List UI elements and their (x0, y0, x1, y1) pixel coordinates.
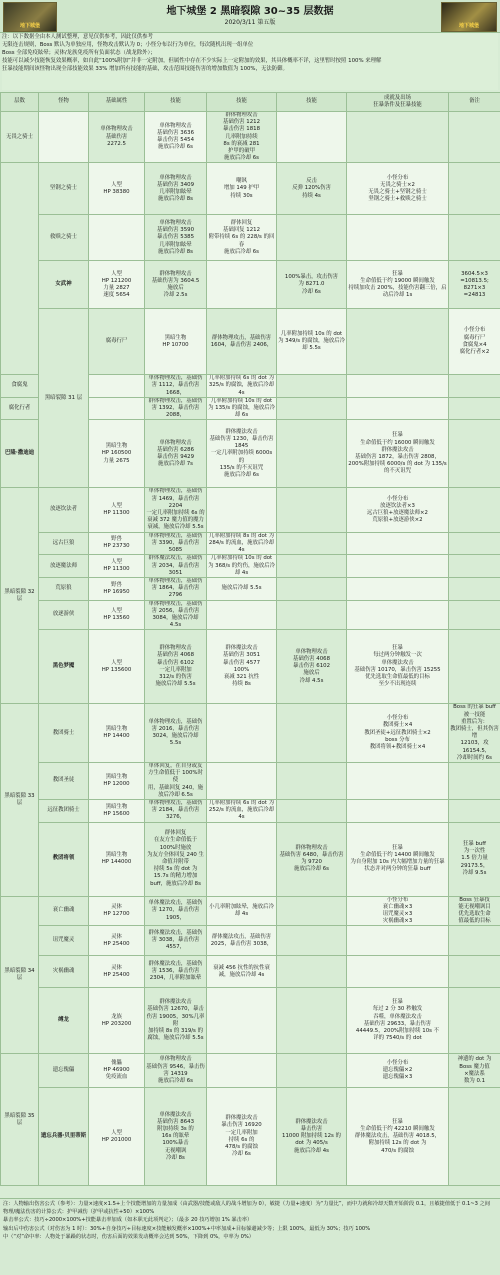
note-cell (449, 988, 500, 1054)
footer-line: 物理/魔法伤害的计算公式：护甲减伤（护甲或抗性+50）×100% (3, 1209, 155, 1216)
note-line: Boss 全部免疫眩晕；灵体/龙族免疫所有负面状态（战龙除外）； (2, 50, 156, 56)
table-row (1, 163, 500, 215)
footer-line: 输出后中伤害公式（对伤害为 1 时）：30%+自身技巧÷目标速度×技能触发概率×100%+中率加成+目标躲避减少等；上限 100%，最低为 30%；技巧 100% (3, 1225, 371, 1232)
note-cell (449, 762, 500, 799)
note-cell (449, 532, 500, 555)
col-berserk-subtitle: 狂暴条件及狂暴技能 (373, 102, 422, 108)
note-cell (449, 420, 500, 488)
logo-right-text: 地下城堡 (458, 23, 479, 29)
berserk-cell: 小怪分布 腐毒行尸 食腐鬼×4 腐化行者×2 (449, 309, 500, 375)
berserk-cell (347, 577, 449, 600)
skill3-cell: 100%暴击，攻击伤害 为 8271.0 冷却 6s (277, 261, 347, 309)
skill1-cell: 单体物理攻击，基础伤害 1469，暴击伤害 2204 一定几率附加持续 6s 的 衰减 372 魔力值的魔力衰减，施放后冷却 5.5s (146, 488, 205, 531)
monster-name-cell: 远征教团骑士 (39, 799, 89, 822)
monster-name-cell: 腐毒行尸 (89, 309, 145, 375)
skill3-cell (277, 956, 347, 988)
skill1-cell: 群体回复 在友方生命值低于 100%时施放 为友方全体回复 240 生命值并附带 持续 5s 的 dot 为 15.7s 的精力增加 buff，施放后冷却 8s (145, 822, 207, 896)
attributes-cell: 野兽 HP 16950 (89, 577, 145, 600)
monster-name-cell: 诅咒魔灵 (39, 926, 89, 956)
col-berserk-header (347, 93, 449, 112)
table-row (1, 1054, 500, 1088)
skill2-cell: 几率附加持续 10s 的 dot 为 135/s 的腐蚀，施放后冷却 6s (208, 397, 275, 419)
skill3-cell (277, 1054, 347, 1088)
skill1-cell: 单体物理攻击 基础伤害 3590 暴击伤害 5385 几率附加眩晕 施放后冷却 8s (145, 215, 207, 261)
table-row (1, 988, 500, 1054)
attributes-cell: 人型 HP 135600 (89, 630, 145, 704)
skill2-cell: 单体物理攻击 基础伤害 3636 暴击伤害 5454 施放后冷却 6s (145, 112, 207, 163)
skill1-cell: 群体物理攻击，基础伤害 1604，暴击伤害 2406， (207, 309, 277, 375)
skill3-cell (277, 375, 347, 398)
table-row (1, 555, 500, 578)
monster-name-cell: 女武神 (39, 261, 89, 309)
note-cell (449, 799, 500, 822)
monster-name-cell: 教团圣徒 (39, 762, 89, 799)
monster-name-cell: 遗忘傀儡 (39, 1054, 89, 1088)
monster-name-cell: 坚钢之骑士 (39, 163, 89, 215)
table-row (1, 799, 500, 822)
skill1-cell: 群体物理攻击 基础伤害为 3604.5 施放后 冷却 2.5s (145, 261, 207, 309)
skill3-cell: 群体物理攻击 基础伤害 6480，暴击伤害 为 9720 施放后冷却 6s (277, 822, 347, 896)
note-line: 狂暴技能期间该怪物出现全部技能效果 33% 增加所有技能的基础，攻击范围技能伤害的增加数值为 100%，无法防御。 (2, 66, 288, 72)
skill3-cell (277, 600, 347, 630)
floor-cell (1, 163, 39, 375)
skill2-cell: 几率附加持续 10s 的 dot 为 349/s 的腐蚀，施放后冷却 5.5s (277, 309, 347, 375)
skill2-cell: 群体回复 基础回复 1212 附带持续 6s 的 228/s 的回春 施放后冷却 6s (207, 215, 277, 261)
monster-name-cell: 腐化行者 (1, 397, 39, 420)
skill1-cell: 群体魔法攻击，基础伤害 3038，暴击伤害 4557， (145, 926, 207, 956)
skill1-cell: 单体物理攻击，基础伤害 3390，暴击伤害 5085 (145, 532, 207, 555)
skill1-cell: 群体魔法攻击，基础伤害 1536，暴击伤害 2304，几率附加眩晕 (145, 956, 207, 988)
berserk-cell: 狂暴 每过 2 分 30 秒触发 吞噬，单体魔法攻击 基础伤害 29633，暴击伤害 44449.5，200%附加持续 10s 不 详的 7540/s 的 dot (347, 988, 449, 1054)
skill3-cell (277, 896, 347, 926)
game-logo-right (441, 2, 497, 32)
logo-left-text: 地下城堡 (19, 23, 40, 29)
version-label: 2020/3/11 第五版 (224, 19, 276, 26)
note-line: 注：以下数据全由本人测试整理，意见仅供参考，因此仅供参考 (2, 34, 153, 40)
col-note-header: 备注 (449, 93, 500, 112)
skill3-cell (347, 309, 449, 375)
skill1-cell: 单体物理攻击，基础伤害 2184，暴击伤害 3276， (145, 799, 207, 822)
table-row (1, 215, 500, 261)
attributes-cell: 龙族 HP 203200 (89, 988, 145, 1054)
monster-name-cell: 远古巨狼 (39, 532, 89, 555)
table-row (1, 896, 500, 926)
attributes-cell: 黑暗生物 HP 14400 (89, 704, 145, 763)
monster-name-cell: 放逐游侠 (39, 600, 89, 630)
monster-name-cell: 灾祸幽魂 (39, 956, 89, 988)
col-skill2-header: 技能 (207, 93, 277, 112)
berserk-cell: 小怪分布 遗忘傀儡×2 遗忘傀儡×3 (347, 1054, 449, 1088)
berserk-cell (347, 600, 449, 630)
table-row (1, 630, 500, 704)
skill1-cell: 群体魔法攻击，基础伤害 2034，暴击伤害 3051 (145, 555, 207, 578)
attributes-cell: 人型 HP 38380 (89, 163, 145, 215)
skill1-cell: 单体魔法攻击，基础伤害 1270，暴击伤害 1905， (145, 896, 207, 926)
attributes-cell: 人型 HP 11300 (89, 488, 145, 532)
table-row (1, 822, 500, 896)
berserk-cell (347, 532, 449, 555)
berserk-cell (277, 112, 347, 163)
skill3-cell (277, 926, 347, 956)
skill2-cell: 群体魔法攻击 暴击伤害 16920 一定几率附加 持续 6s 的 478/s 的腐蚀 冷却 6s (207, 1088, 277, 1186)
skill3-cell (277, 555, 347, 578)
skill3-cell: 群体物理攻击 基础伤害 1212 暴击伤害 1818 几率附加持续 8s 的衰减 281 护甲的破甲 施放后冷却 6s (207, 112, 277, 163)
berserk-cell (347, 926, 449, 956)
attributes-cell: 灵体 HP 25400 (89, 926, 145, 956)
skill1-cell: 单体物理攻击 基础伤害 2272.5 (89, 112, 145, 163)
note-cell: Boss 的狂暴 buff 被一技能 重置后为： 教团骑士，但其伤害增 12103，攻 16154.5, 冷却时间约 6s (450, 704, 499, 761)
note-line: 无限连击规则，Boss 默认为单独应用，怪物攻击默认为 0；小怪分布以行为单位，每次随机出现一组单位 (2, 42, 254, 48)
note-cell (449, 488, 500, 532)
note-cell: 3604.5×3 =10813.5; 8271×3 =24813 (449, 261, 500, 309)
monster-name-cell: 无畏之骑士 (1, 112, 39, 163)
berserk-cell (347, 956, 449, 988)
skill2-cell: 群体魔法攻击，基础伤害 2025，暴击伤害 3038， (207, 926, 277, 956)
note-cell (449, 163, 500, 215)
skill1-cell: 群体物理攻击 基础伤害 4068 暴击伤害 6102 一定几率附加 312/s 的伤害 施放后冷却 5.5s (145, 630, 207, 704)
monster-name-cell: 救赎之骑士 (39, 215, 89, 261)
table-row (1, 926, 500, 956)
attributes-cell: 黑暗生物 HP 144000 (89, 822, 145, 896)
floor-cell: 黑暗裂隙 31 层 (39, 309, 89, 488)
skill1-cell: 单体物理攻击 基础伤害 6286 暴击伤害 9429 施放后冷却 7s (145, 420, 207, 488)
footer-line: 暴击率公式：技巧÷2000×100%+技能暴击率加成（如本职无此项判定）；（最多 20 技巧增加 1% 暴击率） (3, 1217, 253, 1224)
berserk-cell (347, 215, 449, 261)
skill1-cell: 单体物理攻击，基础伤害 2016，暴击伤害 3024，施放后冷却 5.5s (145, 704, 207, 763)
skill1-cell: 单体回复，在自身或友方生命值低于 100%时使 用，基础回复 240，施放后冷却 6.5s (145, 762, 207, 799)
attributes-cell (89, 375, 145, 398)
col-berserk-title: 成就及出场 (384, 94, 411, 101)
floor-cell: 黑暗裂隙 33 层 (1, 704, 39, 896)
note-cell (449, 956, 500, 988)
berserk-cell: 狂暴 生命值低于约 16000 瞬间触发 群体魔法攻击 基础伤害 1872，暴击伤害 2808，200%附加持续 6000/s 的 dot 为 135/s 的不灭诅咒 (347, 420, 449, 488)
footer-line: 中（“对”命中率：人物处于暴躁的状态时，伤害后面的效果发动概率会达到 50%，下降到 0%，中率为 0%） (3, 1233, 254, 1240)
monster-name-cell: 教团将领 (39, 822, 89, 896)
skill3-cell: 反击 反弹 120%伤害 持续 4s (277, 163, 347, 215)
page-title: 地下城堡 2 黑暗裂隙 30~35 层数据 (166, 6, 334, 17)
skill2-cell (207, 488, 277, 532)
berserk-cell (347, 375, 449, 398)
note-cell: 神遗的 dot 为 Boss 魔力值 ×魔法系 数为 0.1 (449, 1054, 500, 1088)
monster-name-cell: 荒原狼 (39, 577, 89, 600)
skill2-cell: 几率附加持续 8s 的 dot 为 284/s 的流血，施放后冷却 4s (207, 532, 277, 555)
col-attr-header: 基础属性 (89, 93, 145, 112)
table-row (1, 261, 500, 309)
skill3-cell (277, 704, 347, 763)
note-cell: Boss 狂暴技 能无视嘲讽目 优先选取生命 值最低的目标 (449, 896, 500, 926)
skill1-cell: 单体魔法攻击 基础伤害 8643 附加持续 3s 的 16s 的眩晕 100%暴击 无视嘲讽 冷却 8s (145, 1088, 207, 1186)
skill1-cell: 单体物理攻击，基础伤害 2056，暴击伤害 3084，施放后冷却 4.5s (145, 600, 207, 630)
monster-name-cell: 黑色梦魇 (39, 630, 89, 704)
attributes-cell: 黑暗生物 HP 160500 力量 2675 (89, 420, 145, 488)
monster-name-cell: 食腐鬼 (1, 375, 39, 398)
attributes-cell: 野兽 HP 23730 (89, 532, 145, 555)
skill2-cell: 几率附加持续 6s 的 dot 为 252/s 的流血，施放后冷却 4s (207, 799, 277, 822)
col-floor-header: 层数 (1, 93, 39, 112)
skill2-cell (207, 1054, 277, 1088)
attributes-cell: 黑暗生物 HP 12000 (89, 762, 145, 799)
col-skill1-header: 技能 (145, 93, 207, 112)
attributes-cell (89, 215, 145, 261)
skill1-cell: 单体物理攻击 基础伤害 3409 几率附加眩晕 施放后冷却 8s (145, 163, 207, 215)
berserk-cell (347, 762, 449, 799)
berserk-cell: 小怪分布 无畏之骑士×2 无畏之骑士+坚钢之骑士 坚钢之骑士+救赎之骑士 (347, 163, 449, 215)
formula-footer (0, 1198, 500, 1275)
attributes-cell (39, 112, 89, 163)
skill2-cell (207, 822, 277, 896)
skill1-cell: 群体物理攻击，基础伤害 1392，暴击伤害 2088， (145, 397, 207, 420)
skill3-cell (277, 420, 347, 488)
note-cell: 狂暴 buff 为一次性 1.5 倍力量 29173.5， 冷却 9.5s (449, 822, 500, 896)
table-row (1, 112, 500, 163)
attributes-cell: 人型 HP 13560 (89, 600, 145, 630)
skill1-cell: 群体魔法攻击 基础伤害 12670，暴击伤害 19005，30%几率附 加持续 8s 的 319/s 的腐蚀，施放后冷却 5.5s (145, 988, 207, 1054)
skill3-cell (277, 215, 347, 261)
skill2-cell: 嘲讽 增加 149 护甲 持续 30s (207, 163, 277, 215)
skill3-cell (277, 488, 347, 532)
note-cell (449, 600, 500, 630)
skill3-cell (277, 762, 347, 799)
monster-data-table (0, 92, 500, 1186)
table-row (1, 956, 500, 988)
berserk-cell (347, 397, 449, 420)
skill3-cell (277, 799, 347, 822)
skill2-cell: 群体魔法攻击 基础伤害 1230，暴击伤害 1845 一定几率附加持续 6000s 的 135/s 的不灭诅咒 施放后冷却 6s (207, 420, 277, 488)
attributes-cell (89, 397, 145, 420)
skill3-cell (277, 532, 347, 555)
skill1-cell: 单体物理攻击，基础伤害 1112，暴击伤害 1668， (145, 375, 207, 398)
skill2-cell (207, 762, 277, 799)
monster-name-cell: 衰亡幽魂 (39, 896, 89, 926)
berserk-cell: 狂暴 每过两分钟触发一次 单体魔法攻击 基础伤害 10170，暴击伤害 15255 优先选取生命值最低的目标 至少不出现连续 (347, 630, 449, 704)
attributes-cell: 黑暗生物 HP 15600 (89, 799, 145, 822)
monster-name-cell: 放逐魔法师 (39, 555, 89, 578)
skill2-cell: 施放后冷却 5.5s (207, 577, 277, 600)
note-cell (449, 555, 500, 578)
floor-cell: 黑暗裂隙 32 层 (1, 488, 39, 704)
berserk-cell: 小怪分布 衰亡幽魂×3 诅咒魔灵×3 灾祸幽魂×3 (347, 896, 449, 926)
table-row (1, 488, 500, 532)
monster-name-cell: 放逐饮法者 (39, 488, 89, 532)
attributes-cell: 人型 HP 201000 (89, 1088, 145, 1186)
monster-name-cell: 巴隆·撒迪迪 (1, 420, 39, 488)
skill3-cell (277, 577, 347, 600)
attributes-cell: 人型 HP 121200 力量 2827 速度 5654 (89, 261, 145, 309)
skill3-cell: 单体物理攻击 基础伤害 4068 暴击伤害 6102 施放后 冷却 4.5s (277, 630, 347, 704)
skill2-cell: 群体魔法攻击 基础伤害 3051 暴击伤害 4577 100% 衰减 321 抗性 持续 8s (207, 630, 277, 704)
berserk-cell: 狂暴 生命值低于约 19000 瞬间触发 持续加攻击 200%，技能伤害翻三倍，启动后冷却 1s (347, 261, 449, 309)
monster-name-cell: 缚龙 (39, 988, 89, 1054)
berserk-cell: 狂暴 生命值低于约 42210 瞬间触发 群体魔法攻击，基础伤害 4018.5， 附加持续 12s 的 dot 为 470/s 的腐蚀 (347, 1088, 449, 1186)
table-row (1, 762, 500, 799)
notes-block (2, 33, 498, 90)
skill2-cell (207, 600, 277, 630)
skill2-cell: 衰减 456 抗性的抗性衰减，施放后冷却 4s (207, 956, 277, 988)
skill2-cell (207, 988, 277, 1054)
floor-cell: 黑暗裂隙 34 层 (1, 896, 39, 1054)
note-cell (449, 397, 500, 420)
note-cell (449, 375, 500, 398)
table-row (1, 577, 500, 600)
attributes-cell: 傀儡 HP 46900 免疫流血 (89, 1054, 145, 1088)
table-header-row (1, 93, 500, 112)
table-row (1, 600, 500, 630)
note-cell (449, 926, 500, 956)
berserk-cell: 小怪分布 放逐饮法者×3 远古巨狼+放逐魔法师×2 荒原狼+放逐游侠×2 (347, 488, 449, 532)
table-row (1, 309, 500, 375)
berserk-cell (347, 555, 449, 578)
floor-cell: 黑暗裂隙 35 层 (1, 1054, 39, 1186)
skill2-cell: 几率附加持续 10s 的 dot 为 368/s 的灼伤，施放后冷却 4s (208, 555, 275, 576)
skill2-cell (207, 704, 277, 763)
note-cell (449, 215, 500, 261)
note-line: 技能可以减少技能恢复效果概率，如自此“100%附加”并非一定附加，但属性中存在不少实际上一定附加的效果，其具体概率不详，这里暂时按照 100% 来理解 (2, 58, 382, 64)
table-row (1, 532, 500, 555)
note-cell (449, 1088, 500, 1186)
attributes-cell: 灵体 HP 25400 (89, 956, 145, 988)
berserk-cell: 小怪分布 教团骑士×4 教团圣徒+远征教团骑士×2 boss 分布 教团将领+教团骑士×4 (347, 704, 449, 763)
skill2-cell: 几率附加持续 6s 的 dot 为 325/s 的腐蚀，施放后冷却 4s (207, 375, 277, 398)
skill3-cell: 群体魔法攻击 暴击伤害 11000 附加持续 12s 的 dot 为 405/s 施放后冷却 4s (277, 1088, 347, 1186)
footer-line: 注：人物输出伤害公式（参考）：力量×速度×1.5+上个技能增加的力量加成（由武器/技能或敌人的战斗增加为 0），敏捷（力量+速度）为“力量比”，而中力就和冷却天数开始阶段 0.1，且敏捷值低于 0.1~3 之间 (3, 1201, 490, 1207)
monster-name-cell: 遗忘兵器·贝里蒂斯 (39, 1088, 89, 1186)
note-cell (449, 630, 500, 704)
table-row (1, 1088, 500, 1186)
header-bar (0, 0, 500, 33)
note-cell (449, 577, 500, 600)
skill3-cell (277, 988, 347, 1054)
skill2-cell (207, 261, 277, 309)
note-cell (347, 112, 449, 163)
table-row (1, 704, 500, 763)
skill1-cell: 单体物理攻击 基础伤害 9546，暴击伤害 14319 施放后冷却 6s (145, 1054, 207, 1088)
attributes-cell: 人型 HP 11300 (89, 555, 145, 578)
monster-name-cell: 教团骑士 (39, 704, 89, 763)
col-skill3-header: 技能 (277, 93, 347, 112)
skill3-cell (277, 397, 347, 420)
attributes-cell: 黑暗生物 HP 10700 (145, 309, 207, 375)
berserk-cell: 狂暴 生命值低于约 14400 瞬间触发 为自身附加 10s 内大幅增加力量的狂暴 状态并对两分钟的狂暴 buff (347, 822, 449, 896)
col-monster-header: 怪物 (39, 93, 89, 112)
berserk-cell (347, 799, 449, 822)
skill1-cell: 单体物理攻击，基础伤害 1864，暴击伤害 2796 (145, 577, 207, 600)
attributes-cell: 灵体 HP 12700 (89, 896, 145, 926)
skill2-cell: 小几率附加眩晕，施放后冷却 4s (207, 896, 277, 926)
